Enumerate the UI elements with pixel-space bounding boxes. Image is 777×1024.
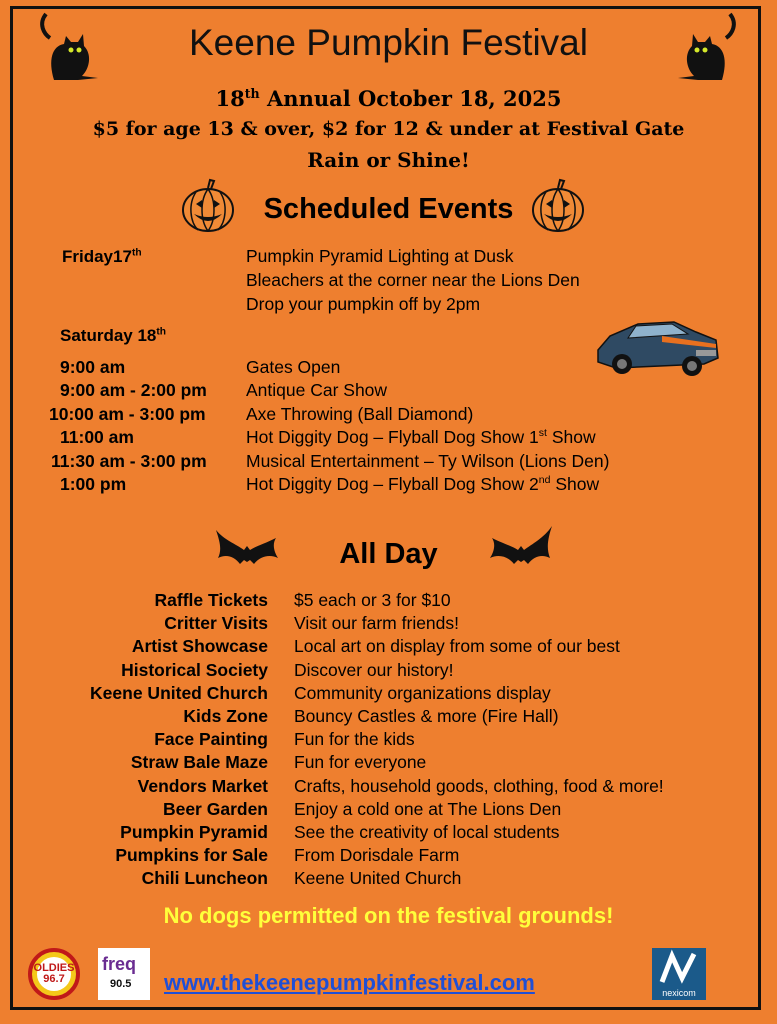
allday-activity-desc: Discover our history!: [294, 659, 454, 680]
freq-logo: freq 90.5: [98, 948, 150, 1000]
allday-activity-desc: $5 each or 3 for $10: [294, 590, 451, 610]
allday-activity-desc: Fun for everyone: [294, 752, 427, 773]
festival-title: Keene Pumpkin Festival: [189, 22, 588, 63]
scheduled-events-heading: Scheduled Events: [263, 193, 514, 225]
saturday-time: 11:30 am - 3:00 pm: [51, 450, 207, 471]
allday-activity-desc: Community organizations display: [294, 682, 551, 703]
saturday-label: Saturday 18th: [60, 326, 167, 345]
allday-activity-desc: Bouncy Castles & more (Fire Hall): [294, 706, 559, 726]
allday-activity-label: Face Painting: [154, 729, 268, 750]
saturday-time: 11:00 am: [60, 427, 134, 448]
allday-activity-label: Straw Bale Maze: [130, 752, 268, 773]
antique-car-image: [592, 310, 722, 380]
friday-event: Bleachers at the corner near the Lions Den: [246, 270, 580, 290]
friday-label: Friday17th: [62, 247, 142, 266]
admission-prices: $5 for age 13 & over, $2 for 12 & under at Festival Gate: [92, 118, 685, 140]
allday-activity-desc: Keene United Church: [294, 868, 462, 889]
allday-activity-label: Kids Zone: [183, 706, 268, 726]
saturday-time: 1:00 pm: [60, 474, 127, 494]
saturday-event: Hot Diggity Dog – Flyball Dog Show 1st Show: [246, 427, 596, 448]
allday-activity-label: Critter Visits: [164, 613, 268, 634]
allday-activity-label: Beer Garden: [162, 798, 268, 819]
allday-activity-label: Chili Luncheon: [141, 868, 268, 889]
allday-activity-desc: Local art on display from some of our best: [294, 636, 620, 657]
saturday-event: Hot Diggity Dog – Flyball Dog Show 2nd Show: [246, 474, 600, 494]
allday-activity-desc: From Dorisdale Farm: [294, 845, 460, 866]
saturday-time: 9:00 am: [60, 357, 126, 377]
allday-activity-label: Vendors Market: [137, 775, 268, 796]
edition-date: 18th Annual October 18, 2025: [215, 86, 562, 111]
all-day-heading: All Day: [339, 538, 438, 570]
allday-activity-label: Pumpkins for Sale: [115, 845, 268, 866]
allday-activity-label: Pumpkin Pyramid: [120, 822, 268, 842]
saturday-time: 10:00 am - 3:00 pm: [49, 403, 206, 424]
friday-event: Drop your pumpkin off by 2pm: [246, 294, 481, 314]
saturday-event: Gates Open: [246, 357, 341, 377]
allday-activity-label: Keene United Church: [90, 682, 268, 703]
allday-activity-desc: Enjoy a cold one at The Lions Den: [294, 798, 562, 819]
no-dogs-warning: No dogs permitted on the festival grounds!: [163, 903, 614, 928]
saturday-event: Axe Throwing (Ball Diamond): [246, 403, 474, 424]
allday-activity-desc: Visit our farm friends!: [294, 613, 460, 634]
festival-website-link[interactable]: www.thekeenepumpkinfestival.com: [164, 970, 535, 995]
oldies-logo: OLDIES 96.7: [24, 948, 84, 1000]
allday-activity-label: Raffle Tickets: [154, 590, 268, 610]
allday-activity-desc: Crafts, household goods, clothing, food & more!: [294, 775, 664, 796]
allday-activity-label: Historical Society: [121, 659, 268, 680]
saturday-event: Antique Car Show: [246, 380, 388, 401]
allday-activity-desc: Fun for the kids: [294, 729, 415, 750]
saturday-time: 9:00 am - 2:00 pm: [60, 380, 207, 401]
allday-activity-label: Artist Showcase: [131, 636, 268, 657]
nexicom-logo: nexicom: [652, 948, 706, 1000]
rain-or-shine: Rain or Shine!: [307, 148, 470, 172]
allday-activity-desc: See the creativity of local students: [294, 822, 560, 842]
friday-event: Pumpkin Pyramid Lighting at Dusk: [246, 246, 514, 266]
saturday-event: Musical Entertainment – Ty Wilson (Lions Den): [246, 450, 610, 471]
